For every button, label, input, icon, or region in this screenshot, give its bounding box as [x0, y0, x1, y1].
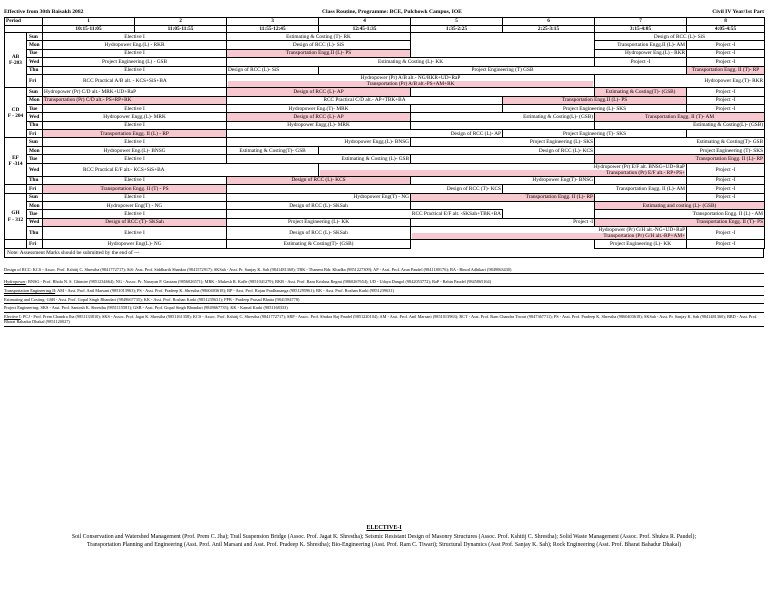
class-line: Transportation (Pr) E/F alt.- RP+PS+ [320, 170, 685, 176]
class-cell: Project -I [687, 88, 765, 96]
period-number: 3 [227, 18, 319, 26]
day-label: Tue [27, 104, 43, 112]
class-cell: Design of RCC (L)- SiS [227, 66, 319, 74]
class-cell: Transportation Engg. II (L)- RP [595, 155, 765, 163]
period-time: 11:55-12:45 [227, 25, 319, 33]
class-cell: Transportation Engg. II (T)- PS [595, 218, 765, 226]
room-gh: GH F - 312 [5, 193, 27, 240]
room-ef: EF F -314 [5, 138, 27, 185]
class-cell: Design of RCC (L)- KCS [319, 146, 595, 154]
staff-hydro-list: : BNSG - Prof. Bhola N. S. Ghimire (9851234664); NG - Assoc. Pr. Narayan P. Gautam (9856026571); MRK - Mukesh R. Kafle (9851041279); RKR - Asst. Prof. Ram Krishna Regmi (9860267654); UD - Udaya Dangol (9842053772); RaP - Rabin Paudel (9845865164) [25, 279, 492, 285]
elective-line-2: Transportation Planning and Engineering (Asst. Prof. Anil Marsani and Asst. Prof. Pradeep K. Shrestha); Bio-Engineering (Asst. Prof. Ram C. Tiwari); Structural Dynamics (Asst Prof. Sanjay K. Sah); Rock Engineering (Asst. Prof. Bharat Bahadur Dhakal) [86, 542, 682, 548]
staff-elective [4, 313, 764, 327]
class-cell: Design of RCC (L)- SiS [595, 33, 765, 41]
staff-hydropower [4, 278, 764, 287]
class-cell: Design of RCC (L)- KCS [227, 176, 411, 184]
day-label: Sun [27, 33, 43, 41]
day-label: Mon [27, 146, 43, 154]
staff-elective-list: : PCJ - Prof. Prem Chandra Jha (9851133810); SKS - Assoc. Prof. Jagat K. Shrestha (9851161358); KCS - Assoc. Prof. Kshitij C. Shrestha (9841772717); SRP - Assoc. Prof. Shukra Raj Paudel (9851220104); AM - Asst. Prof. Anil Marsani (9851013963); RCT - Asst. Prof. Ram Chandra Tiwari (9847367711); PS - Asst. Prof. Pradeep K. Shrestha (9860403618); SKSah - Asst. Pr. Sanjay K. Sah (9841481360); BBD - Asst. Prof. Bharat Bahadur Dhakal (9851120027) [4, 313, 758, 325]
class-cell: Project Engineering (T)- SKS [503, 130, 687, 138]
class-line: Hydropower (Pr) C/D alt.- MRK+UD+RaP [44, 88, 137, 95]
class-cell: Hydropower Eng(L)- NG [43, 240, 227, 248]
class-cell: Estimating & Costing (L)- KK [227, 58, 595, 66]
class-cell: Transportation Engg. II (L) - RP [43, 130, 227, 138]
day-label: Wed [27, 218, 43, 226]
class-cell: Hydropower Eng(T) - NG [227, 193, 411, 201]
class-cell: Transportation Engg. II (T) - PS [43, 185, 227, 193]
class-cell: Hydropower Engg.(L)- MRK [43, 113, 227, 121]
routine-table [4, 17, 765, 249]
class-cell: RCC Practical E/F alt. -SKSah+TBK+BA [227, 210, 503, 218]
elective-title: ELECTIVE-I [366, 525, 402, 531]
empty-cell [411, 155, 595, 163]
class-cell: Hydropower Eng.(L) - RKR [595, 49, 687, 57]
empty-cell [411, 49, 595, 57]
class-cell: Project -I [687, 240, 765, 248]
class-cell: Hydropower Eng(T) - NG [43, 202, 227, 210]
class-cell: RCC Practical A/B alt. - KCS+SiS+BA [43, 74, 227, 87]
day-label: Wed [27, 113, 43, 121]
effective-date: Effective from 30th Baisakh 2082 [4, 9, 84, 15]
class-cell: Transportation Engg.II (L)- PS [227, 49, 411, 57]
class-cell: Project -I [687, 58, 765, 66]
period-time: 3:15-4:05 [595, 25, 687, 33]
empty-cell [595, 193, 687, 201]
class-cell: Project -I [687, 49, 765, 57]
class-cell: Hydropower Engg.(L)- BNSG [227, 138, 411, 146]
class-line: Hydropower (Pr) G/H alt.-NG+UD+RaP [598, 227, 686, 234]
class-line: Hydropower (Pr) A/B alt.- NG/RKR+UD+RaP [360, 74, 461, 81]
empty-cell [411, 240, 595, 248]
class-line: Transportation (Pr) A/B alt.-PS+AM+RK [228, 81, 593, 87]
class-cell: Project -I [687, 96, 765, 104]
staff-elective-label: Elective I [4, 313, 21, 319]
staff-transport [4, 287, 764, 296]
class-cell: Project -I [687, 163, 765, 176]
day-label: Tue [27, 210, 43, 218]
class-cell: Elective I [43, 227, 227, 240]
class-cell [227, 74, 595, 87]
class-cell: Hydropower Eng.(L)- BNSG [43, 146, 227, 154]
day-label: Fri [27, 74, 43, 87]
empty-cell [411, 202, 595, 210]
class-cell: Project -I [687, 227, 765, 240]
class-cell: Project -I [687, 41, 765, 49]
day-label: Tue [27, 155, 43, 163]
class-cell: Elective I [43, 176, 227, 184]
spacer [4, 258, 764, 266]
class-cell: Hydropower Eng(T)- BNSG [411, 176, 595, 184]
class-cell: Design of RCC (T)- SKSah [43, 218, 227, 226]
day-label: Thu [27, 121, 43, 129]
class-cell: Transportation Engg. II (L)- AM [503, 185, 687, 193]
day-label: Mon [27, 96, 43, 104]
empty-cell [411, 41, 595, 49]
period-time: 1:35-2:25 [411, 25, 503, 33]
year-label: Civil IV Year/1st Part [712, 9, 764, 15]
period-number: 5 [411, 18, 503, 26]
class-cell [43, 88, 227, 96]
class-line: Hydropower (Pr) E/F alt. BNSG+UD+RaP [593, 163, 686, 170]
class-cell: Design of RCC (L)- SKSah [227, 202, 411, 210]
class-cell: RCC Practical C/D alt.- AP+TBK+BA [227, 96, 503, 104]
empty-cell [411, 104, 503, 112]
day-label: Mon [27, 41, 43, 49]
class-cell: Elective I [43, 155, 227, 163]
period-time: 2:25-3:15 [503, 25, 595, 33]
class-cell: RCC Practical E/F alt.- KCS+SiS+BA [43, 163, 319, 176]
day-label: Mon [27, 202, 43, 210]
staff-estimating: Estimating and Costing: GSB - Asst. Prof. Gopal Singh Bhandari (9849667735); KK - Asst. Prof. Roshan Karki (9851239631); PPB - Pradeep Prasad Bhatta (9841584778) [4, 296, 764, 305]
class-cell: Project Engineering (T) GSB [319, 66, 687, 74]
class-cell: Hydropower Eng.(T)- RKR [595, 74, 765, 87]
class-cell: Design of RCC (T)- KCS [227, 185, 503, 193]
routine-header [4, 8, 764, 17]
class-cell: Estimating & Costing(T)- GSB [227, 146, 319, 154]
empty-cell [503, 210, 595, 218]
period-time: 4:05-4:55 [687, 25, 765, 33]
day-label: Thu [27, 227, 43, 240]
staff-transport-list: : AM - Asst. Prof. Anil Marsani (9851013963); PS - Asst. Prof. Pradeep K. Shrestha (9860403618); RP - Asst. Prof. Rojan Pradhananga (9851295961); RK - Asst. Prof. Roshan Karki (9851239631) [55, 287, 394, 293]
class-cell: Elective I [43, 33, 227, 41]
class-cell: Project -I [687, 185, 765, 193]
elective-section [4, 524, 764, 550]
class-cell: Estimating & Costing(T)- GSB [595, 138, 765, 146]
routine-title: Class Routine, Programme: BCE, Pulchowk Campus, IOE [322, 9, 462, 15]
class-cell: Estimating & Costing (L)- GSB [227, 155, 411, 163]
class-cell: Design of RCC (L)- AP [227, 113, 411, 121]
day-label: Fri [27, 130, 43, 138]
class-cell: Design of RCC (L)- SiS [227, 41, 411, 49]
class-cell: Elective I [43, 49, 227, 57]
class-cell: Design of RCC (L)- AP [227, 88, 411, 96]
period-time: 10:15-11:05 [43, 25, 135, 33]
period-number: 2 [135, 18, 227, 26]
empty-cell [687, 130, 765, 138]
class-cell: Project Engineering (L)- SKS [503, 104, 687, 112]
room-ab: AB F-203 [5, 33, 27, 88]
room-gh-extra [5, 240, 27, 248]
class-cell: Project Engineering (T)- SKS [595, 146, 765, 154]
elective-line-1: Soil Conservation and Watershed Management (Prof. Prem C. Jha); Trail Suspension Bridge (Assoc. Prof. Jagat K. Shrestha); Seismic Resistant Design of Masonry Structures (Assoc. Prof. Kshitij C. Shrestha); Solid Waste Management (Assoc. Prof. Shukra R. Paudel); [71, 533, 697, 540]
empty-cell [595, 176, 687, 184]
class-cell: Project Engineering (L)- KK [595, 240, 687, 248]
class-cell: Estimating & Costing(T)- (GSB) [227, 240, 411, 248]
class-cell: Transportation Engg. II (L) - AM [595, 210, 765, 218]
class-cell: Project -I [687, 104, 765, 112]
class-cell: Project Engineering (L)- KK [227, 218, 411, 226]
day-label: Fri [27, 240, 43, 248]
day-label: Sun [27, 88, 43, 96]
class-cell: Estimating & Costing(L)- (GSB) [595, 121, 765, 129]
class-cell: Elective I [43, 193, 227, 201]
period-time: 12:45-1:35 [319, 25, 411, 33]
day-label: Fri [27, 185, 43, 193]
class-cell: Hydropower Eng.(T)- MRK [227, 104, 411, 112]
day-label: Tue [27, 49, 43, 57]
period-number: 8 [687, 18, 765, 26]
period-number: 1 [43, 18, 135, 26]
class-line: Transportation (Pr) G/H alt.-RP+AM+ [412, 233, 685, 239]
class-cell: Project Engineering (L) - GSB [43, 58, 227, 66]
class-cell: Elective I [43, 121, 227, 129]
class-cell: Design of RCC (L)- AP [227, 130, 503, 138]
empty-cell [411, 33, 595, 41]
class-cell: Design of RCC (L)- SKSah [227, 227, 411, 240]
room-cd: CD F - 204 [5, 88, 27, 138]
assessment-note: Note: Assessment Marks should be submitted by the end of --- [4, 249, 764, 258]
empty-cell [411, 88, 595, 96]
class-cell: Elective I [43, 104, 227, 112]
class-cell: Transportation Engg. II (T)- AM [595, 113, 765, 121]
class-cell: Transportation Engg. II (T)- RP [687, 66, 765, 74]
class-cell: Elective I [43, 66, 227, 74]
class-cell: Transportation Engg.II (L)- AM [595, 41, 687, 49]
class-cell: Transportation Engg.II (L)- PS [503, 96, 687, 104]
day-label: Sun [27, 138, 43, 146]
period-time: 11:05-11:55 [135, 25, 227, 33]
day-label: Thu [27, 176, 43, 184]
class-cell: Transportation (Pr) C/D alt.- PS+RP+RK [43, 96, 227, 104]
staff-project: Project Engineering: SKS - Asst. Prof. Santosh K. Shrestha (9851115581); GSB - Asst. Prof. Gopal Singh Bhandari (9849667735); KK - Kamal Karki (9851168333) [4, 304, 764, 313]
period-number: 7 [595, 18, 687, 26]
period-time-blank [5, 25, 43, 33]
empty-cell [411, 121, 595, 129]
staff-transport-label: Transportation Engineering II [4, 287, 56, 293]
period-label: Period [5, 18, 43, 26]
day-label: Thu [27, 66, 43, 74]
class-cell: Estimating & Costing(T)- (GSB) [595, 88, 687, 96]
class-cell: Project -I [411, 218, 595, 226]
class-cell: Transportation Engg. II (L)- RP [411, 193, 595, 201]
class-cell: Hydropower Engg.(L)- MRK [227, 121, 411, 129]
class-cell: Elective I [43, 210, 227, 218]
routine-sheet [4, 8, 764, 548]
class-cell: Elective I [43, 138, 227, 146]
class-cell: Project -I [687, 176, 765, 184]
class-cell: Project -I [687, 193, 765, 201]
period-number: 6 [503, 18, 595, 26]
day-label: Wed [27, 58, 43, 66]
day-label: Sun [27, 193, 43, 201]
day-label: Wed [27, 163, 43, 176]
class-cell: Estimating & Costing(L)- (GSB) [411, 113, 595, 121]
staff-hydro-label: Hydropower [4, 279, 26, 285]
class-cell: Estimating & Costing (T)- RK [227, 33, 411, 41]
period-number: 4 [319, 18, 411, 26]
class-cell [411, 227, 687, 240]
class-cell: Hydropower Eng.(L) - RKR [43, 41, 227, 49]
room-ef-extra [5, 185, 27, 193]
class-cell [319, 163, 687, 176]
class-cell: Project Engineering (L)- SKS [411, 138, 595, 146]
class-cell: Project -I [595, 58, 687, 66]
staff-rcc: Design of RCC: KCS - Assoc. Prof. Kshitij C. Shrestha (9841772717); SiS: Asst. Prof. Siddharth Shankar (9841572917); SKSah - Asst. Pr. Sanjay K. Sah (9841481360); TBK - Thaneni Bdr. Khadka (9851227309); AP - Asst. Prof. Arun Paudel (9841180176); BA - Binod Adhikari (9849063430) [4, 266, 764, 275]
class-cell: Estimating and costing (L)- (GSB) [595, 202, 765, 210]
